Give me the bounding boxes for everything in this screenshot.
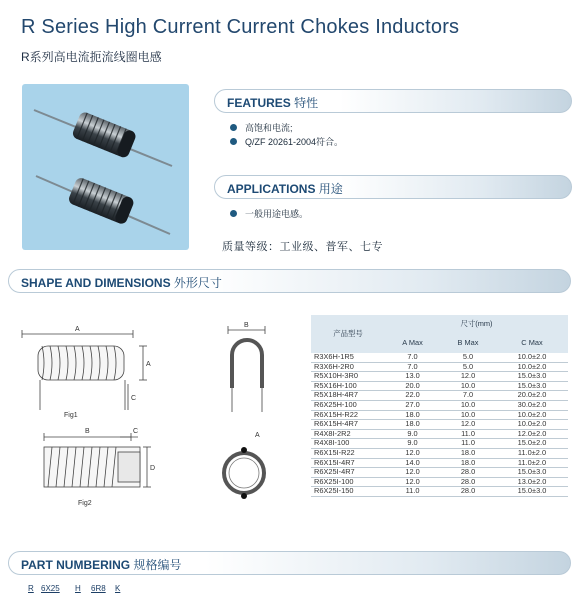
page-title: R Series High Current Current Chokes Inductors	[21, 16, 460, 38]
c-max-cell: 10.0±2.0	[496, 362, 568, 372]
a-max-cell: 11.0	[385, 487, 440, 497]
applications-list	[230, 206, 308, 220]
b-max-cell: 7.0	[440, 391, 496, 401]
model-cell: R4X8I-2R2	[311, 429, 385, 439]
a-max-cell: 7.0	[385, 362, 440, 372]
table-row	[311, 487, 568, 497]
dim-d-label: D	[150, 465, 156, 472]
dim-c-label-fig1: C	[131, 395, 137, 402]
c-max-cell: 10.0±2.0	[496, 410, 568, 420]
c-max-cell: 10.0±2.0	[496, 420, 568, 430]
dim-b-label-fig2: B	[85, 428, 90, 435]
a-max-cell: 7.0	[385, 353, 440, 362]
fig1-label: Fig1	[64, 412, 78, 419]
col-size-header: 尺寸(mm)	[385, 315, 568, 334]
model-cell: R6X25H-100	[311, 400, 385, 410]
shape-label: SHAPE AND DIMENSIONS	[21, 276, 171, 290]
model-cell: R6X15I-R22	[311, 448, 385, 458]
part-code-tolerance: K	[115, 584, 121, 593]
bullet-icon	[230, 210, 237, 217]
b-max-cell: 10.0	[440, 400, 496, 410]
table-row	[311, 420, 568, 430]
table-row	[311, 400, 568, 410]
a-max-cell: 12.0	[385, 477, 440, 487]
col-b-header: B Max	[440, 334, 496, 353]
col-a-header: A Max	[385, 334, 440, 353]
b-max-cell: 10.0	[440, 381, 496, 391]
spec-table	[311, 315, 568, 497]
shape-header	[8, 269, 571, 293]
inductor-illustration	[22, 84, 189, 250]
model-cell: R3X6H-1R5	[311, 353, 385, 362]
c-max-cell: 15.0±3.0	[496, 487, 568, 497]
a-max-cell: 20.0	[385, 381, 440, 391]
part-numbering-label: PART NUMBERING	[21, 558, 131, 572]
model-cell: R3X6H-2R0	[311, 362, 385, 372]
b-max-cell: 18.0	[440, 458, 496, 468]
list-item	[230, 120, 343, 134]
dim-b-label-end: B	[244, 322, 249, 329]
page-subtitle: R系列高电流扼流线圈电感	[21, 50, 162, 64]
model-cell: R6X25I-4R7	[311, 468, 385, 478]
a-max-cell: 9.0	[385, 439, 440, 449]
b-max-cell: 5.0	[440, 362, 496, 372]
table-row	[311, 468, 568, 478]
applications-label-cn: 用途	[318, 182, 343, 196]
b-max-cell: 11.0	[440, 439, 496, 449]
b-max-cell: 11.0	[440, 429, 496, 439]
part-code-type: H	[75, 584, 81, 593]
applications-title	[227, 180, 343, 197]
a-max-cell: 13.0	[385, 372, 440, 382]
table-row	[311, 448, 568, 458]
shape-label-cn: 外形尺寸	[173, 276, 222, 290]
a-max-cell: 18.0	[385, 420, 440, 430]
b-max-cell: 28.0	[440, 487, 496, 497]
feature-text: Q/ZF 20261-2004符合。	[245, 136, 344, 147]
product-photo	[22, 84, 189, 250]
a-max-cell: 12.0	[385, 468, 440, 478]
shape-title	[21, 274, 222, 291]
features-list	[230, 120, 343, 148]
bullet-icon	[230, 124, 237, 131]
b-max-cell: 28.0	[440, 468, 496, 478]
dimension-drawings	[0, 300, 310, 530]
col-model-header: 产品型号	[311, 315, 385, 353]
spec-table-body	[311, 353, 568, 496]
features-header	[214, 89, 572, 113]
features-label-cn: 特性	[294, 96, 319, 110]
c-max-cell: 10.0±2.0	[496, 353, 568, 362]
part-code-series: R	[28, 584, 34, 593]
b-max-cell: 18.0	[440, 448, 496, 458]
part-code-inductance: 6R8	[91, 584, 106, 593]
a-max-cell: 27.0	[385, 400, 440, 410]
part-numbering-label-cn: 规格编号	[133, 558, 182, 572]
dim-a-label-end: A	[255, 432, 260, 439]
table-row	[311, 353, 568, 362]
dim-a-label-side: A	[146, 361, 151, 368]
a-max-cell: 9.0	[385, 429, 440, 439]
model-cell: R5X10H-3R0	[311, 372, 385, 382]
dim-a-label: A	[75, 326, 80, 333]
applications-label: APPLICATIONS	[227, 182, 316, 196]
a-max-cell: 22.0	[385, 391, 440, 401]
dim-c-label-fig2: C	[133, 428, 139, 435]
table-header-row	[311, 315, 568, 334]
c-max-cell: 15.0±3.0	[496, 381, 568, 391]
features-title	[227, 94, 318, 111]
feature-text: 高饱和电流;	[245, 122, 293, 133]
c-max-cell: 15.0±3.0	[496, 372, 568, 382]
a-max-cell: 14.0	[385, 458, 440, 468]
model-cell: R5X16H-100	[311, 381, 385, 391]
fig2-drawing	[44, 433, 151, 487]
c-max-cell: 13.0±2.0	[496, 477, 568, 487]
model-cell: R6X15I-4R7	[311, 458, 385, 468]
list-item	[230, 134, 343, 148]
fig2-label: Fig2	[78, 500, 92, 507]
part-numbering-header	[8, 551, 571, 575]
b-max-cell: 5.0	[440, 353, 496, 362]
model-cell: R4X8I-100	[311, 439, 385, 449]
bullet-icon	[230, 138, 237, 145]
features-label: FEATURES	[227, 96, 291, 110]
b-max-cell: 28.0	[440, 477, 496, 487]
c-max-cell: 12.0±2.0	[496, 429, 568, 439]
model-cell: R6X15H-R22	[311, 410, 385, 420]
c-max-cell: 15.0±3.0	[496, 468, 568, 478]
model-cell: R6X15H-4R7	[311, 420, 385, 430]
part-code-size: 6X25	[41, 584, 60, 593]
c-max-cell: 15.0±2.0	[496, 439, 568, 449]
list-item	[230, 206, 308, 220]
a-max-cell: 12.0	[385, 448, 440, 458]
a-max-cell: 18.0	[385, 410, 440, 420]
table-row	[311, 439, 568, 449]
b-max-cell: 12.0	[440, 420, 496, 430]
b-max-cell: 12.0	[440, 372, 496, 382]
model-cell: R6X25I-150	[311, 487, 385, 497]
c-max-cell: 11.0±2.0	[496, 448, 568, 458]
application-text: 一般用途电感。	[245, 208, 309, 219]
applications-header	[214, 175, 572, 199]
model-cell: R5X18H-4R7	[311, 391, 385, 401]
end-view-top	[228, 326, 265, 412]
model-cell: R6X25I-100	[311, 477, 385, 487]
c-max-cell: 11.0±2.0	[496, 458, 568, 468]
c-max-cell: 20.0±2.0	[496, 391, 568, 401]
part-numbering-title	[21, 556, 181, 573]
col-c-header: C Max	[496, 334, 568, 353]
b-max-cell: 10.0	[440, 410, 496, 420]
end-view-bottom	[224, 447, 264, 499]
c-max-cell: 30.0±2.0	[496, 400, 568, 410]
quality-grade: 质量等级：工业级、普军、七专	[222, 241, 383, 253]
table-row	[311, 372, 568, 382]
fig1-drawing	[22, 330, 147, 410]
